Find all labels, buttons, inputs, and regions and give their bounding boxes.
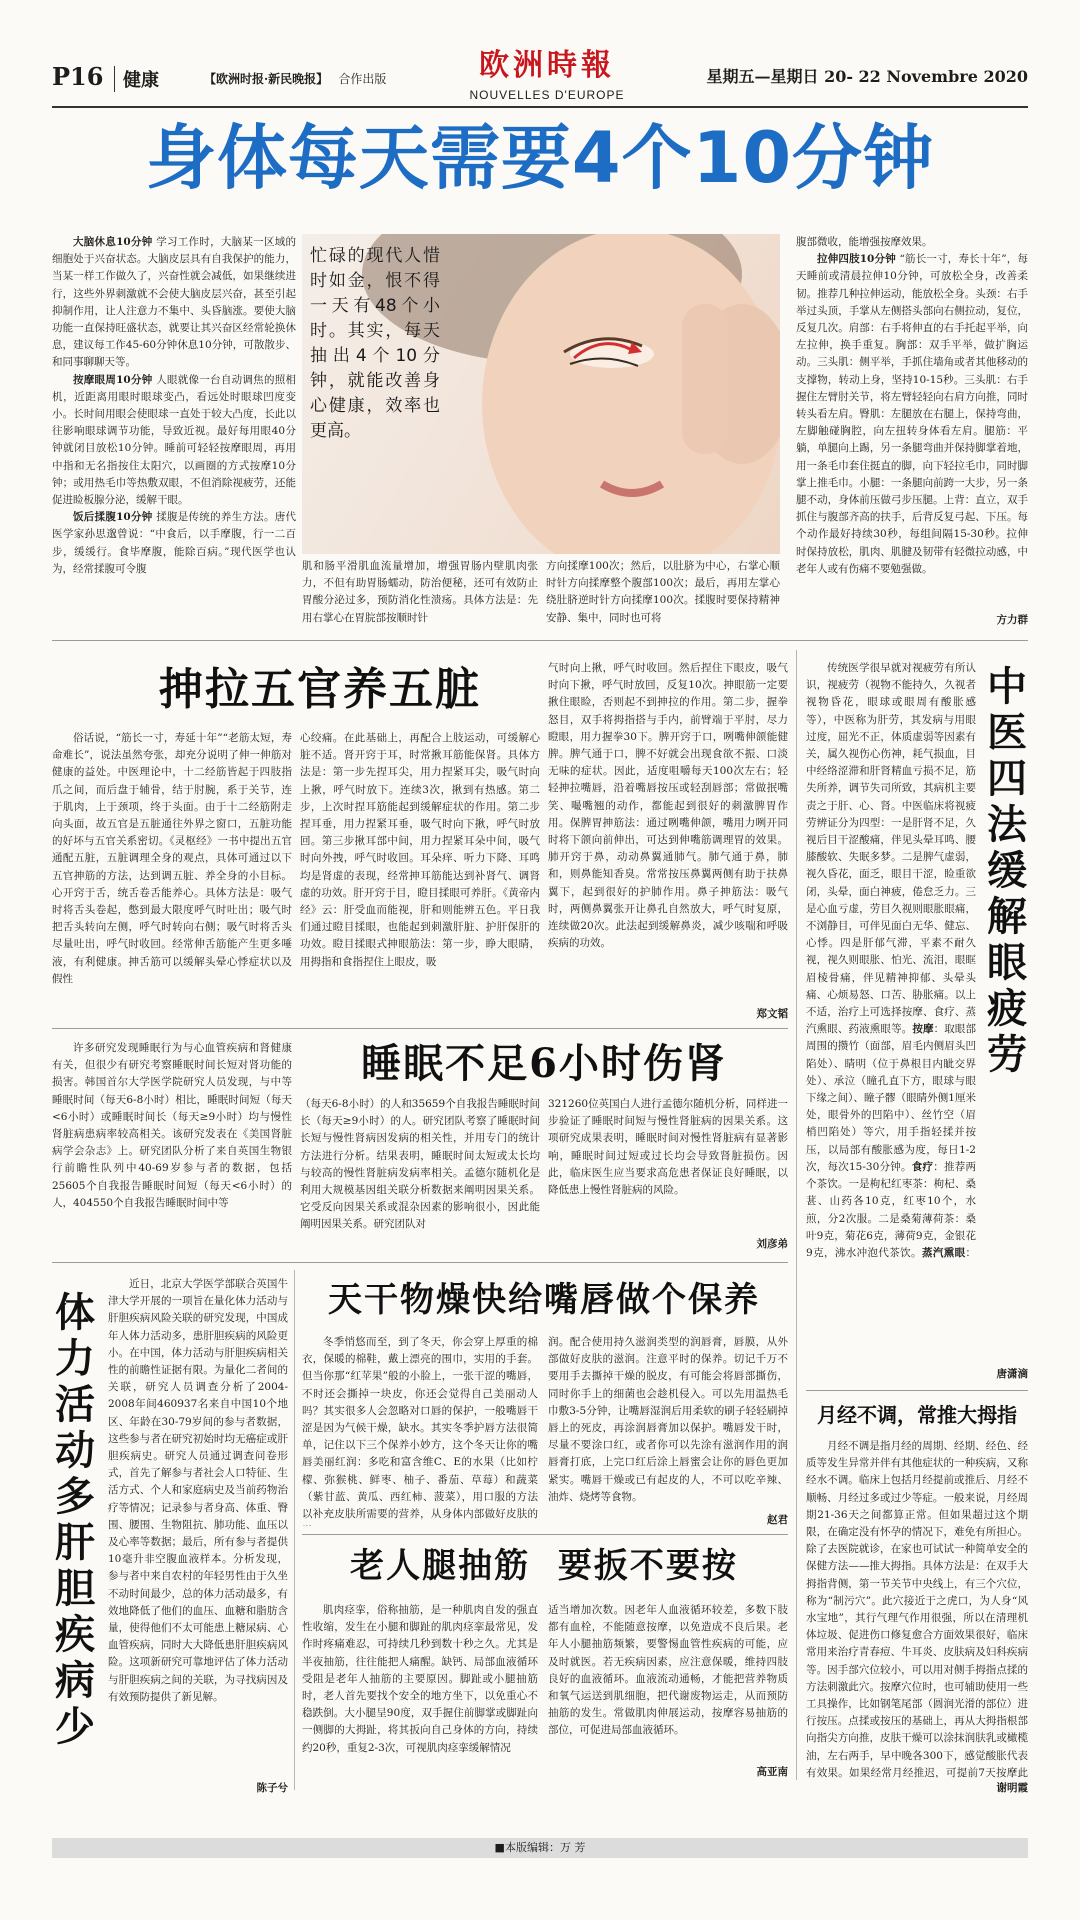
article7-author: 高亚南: [756, 1766, 788, 1778]
article1-text-belly: 揉腹是传统的养生方法。唐代医学家孙思邈曾说：“中食后，以手摩腹，行一二百步，缓缓行。食毕摩腹，能除百病。”现代医学也认为，经常揉腹可令腹: [52, 511, 296, 575]
article4-column-1: [52, 1040, 292, 1252]
article7-col2-text: 适当增加次数。因老年人血液循环较差，多数下肢都有血栓，不能随意按摩，以免造成不良后果。老年人小腿抽筋频繁，要警惕血管性疾病的可能，应及时就医。若无疾病因素，应注意保暖，维持四肢良好的血液循环。血液流动通畅，才能把营养物质和氧气运送到肌细胞，把代谢废物运走，从而预防抽筋的发生。常做肌肉伸展运动，按摩容易抽筋的部位，可促进局部血液循环。: [548, 1604, 788, 1737]
article2-col3-text: 气时向上揪，呼气时收回。然后捏住下眼皮，吸气时向下揪，呼气时放回，反复10次。抻眼筋一定要揪住眼睑，否则起不到抻拉的作用。第二步，握拳怒目，双手将拇指搭与手内，前臂端于平肘，尽力瞪眼，用力握拳30下。脾开窍于口，咧嘴伸颌能健脾。脾气通于口，脾不好就会出现食欲不振、口淡无味的症状。因此，适度咀嚼每天100次左右；轻轻抻拉嘴唇，沿着嘴唇按压或轻刮唇部；常做抿嘴笑、嘬嘴翘的动作，都能起到很好的刺激脾胃作用。保脾胃抻筋法：通过咧嘴伸颌，嘴用力咧开同时将下颌向前伸出，可达到伸嘴筋调理胃的效果。肺开窍于鼻，动动鼻翼通肺气。肺气通于鼻，肺和，则鼻能知香臭。常常按压鼻翼两侧有助于扶鼻翼下，起到很好的护肺作用。鼻子抻筋法：吸气时，两侧鼻翼张开让鼻孔自然放大，呼气时复原，连续做20次。此法起到缓解鼻炎，减少咳喘和呼吸疾病的功效。: [548, 662, 788, 950]
article2-col2-text: 心绞痛。在此基础上，再配合上肢运动，可缓解心脏不适。肾开窍于耳，时常揪耳筋能保肾。具体方法是：第一步先捏耳尖，用力捏紧耳尖，吸气时向上揪，呼气时放下。连续3次，揪到有热感。第二步，上次时捏耳筋能起到缓解症状的作用。第二步捏耳垂，用力捏紧耳垂，吸气时向下揪，呼气时放回。第三步揪耳部中间，用力捏紧耳朵中间，吸气时向外拽，呼气时收回。耳朵痒、听力下降、耳鸣均是肾虚的表现，经常抻耳筋能达到补肾气、调肾虚的功效。肝开窍于目，瞪目揉眼可养肝。《黄帝内经》云：肝受血而能视，肝和则能辨五色。平日我们通过瞪目揉眼，也能起到刺激肝脏、护肝保肝的功效。瞪目揉眼式抻眼筋法：第一步，睁大眼睛，用拇指和食指捏住上眼皮，吸: [300, 732, 540, 968]
article1-sub-brain: 大脑休息10分钟: [73, 236, 153, 248]
partner-suffix: 合作出版: [338, 72, 387, 86]
divider-1: [52, 640, 1028, 641]
divider-right-column: [796, 650, 797, 1780]
divider-2: [52, 1028, 788, 1029]
article7-column-1: [302, 1602, 538, 1778]
article2-author: 郑文韬: [756, 1008, 788, 1020]
section-name: 健康: [114, 66, 159, 92]
article1-column-1: [52, 234, 296, 624]
article1-column-3: [546, 558, 780, 626]
article6-column-1: [302, 1334, 538, 1526]
article3-body: [806, 660, 976, 1260]
article8-headline: 月经不调，常推大拇指: [817, 1403, 1017, 1427]
article7-column-2: [548, 1602, 788, 1762]
article6-column-2: [548, 1334, 788, 1510]
article4-col3-text: 321260位英国白人进行孟德尔随机分析，同样进一步验证了睡眠时间短与慢性肾脏病的因果关系。这项研究成果表明，睡眠时间对慢性肾脏病有显著影响，睡眠时间过短或过长均会导致肾脏损伤。因此，临床医生应当要求高危患者保证良好睡眠，以降低患上慢性肾脏病的风险。: [548, 1098, 788, 1197]
article4-author: 刘彦弟: [756, 1238, 788, 1250]
article2-column-2: [300, 730, 540, 1020]
article1-text-eyes: 人眼就像一台自动调焦的照相机，近距离用眼时眼球变凸，看远处时眼球凹度变小。长时间用眼会使眼球一直处于较大凸度，长此以往影响眼球调节功能，导致近视。最好每用眼40分钟就闭目放松10分钟。睡前可轻轻按摩眼周，再用中指和无名指按住太阳穴，以画圈的方式按摩10分钟；或用热毛巾等热敷双眼，不但消除视疲劳，还能促进睑板腺分泌，缓解干眼。: [52, 373, 296, 507]
divider-3: [52, 1262, 788, 1263]
article4-col2-text: （每天6-8小时）的人和35659个自我报告睡眠时间长（每天≥9小时）的人。研究团队考察了睡眠时间长短与慢性肾病因发病的相关性，并用专门的统计方法进行分析。结果表明，睡眠时间太短或太长均与较高的慢性肾脏病发病率相关。孟德尔随机化是利用大规模基因组关联分析数据来阐明因果关系。它受反向因果关系或混杂因素的影响很小，因此能阐明因果关系。研究团队对: [300, 1098, 540, 1231]
article6-headline: 天干物燥快给嘴唇做个保养: [328, 1280, 760, 1320]
article5-author: 陈子兮: [256, 1782, 288, 1794]
divider-left-column: [294, 1270, 295, 1790]
article1-col3-text: 方向揉摩100次；然后，以肚脐为中心，右掌心顺时针方向揉摩整个腹部100次；最后，再用左掌心绕肚脐逆时针方向揉摩100次。揉腹时要保持精神安静、集中，同时也可将: [546, 560, 780, 624]
article4-headline: 睡眠不足6小时伤肾: [361, 1040, 727, 1087]
article1-column-2: [302, 558, 538, 626]
issue-date: 星期五—星期日 20- 22 Novembre 2020: [706, 67, 1028, 86]
article2-headline: 抻拉五官养五脏: [159, 664, 481, 715]
partner-names: 【欧洲时报·新民晚报】: [204, 72, 329, 86]
article1-sub-stretch: 拉伸四肢10分钟: [817, 253, 896, 266]
article6-col2-text: 润。配合使用持久滋润类型的润唇膏，唇膜，从外部做好皮肤的滋润。注意平时的保养。切记千万不要用手去撕掉干燥的脱皮，有可能会将唇部撕伤，同时你手上的细菌也会趁机侵入。可以先用温热毛巾敷3-5分钟，让嘴唇湿润后用柔软的刷子轻轻刷掉唇上的死皮，再涂润唇膏加以保护。嘴唇发干时，尽量不要涂口红，或者你可以先涂有滋润作用的润唇膏打底，上完口红后涂上唇蜜会让你的唇色更加紧实。嘴唇干燥或已有起皮的人，不可以吃辛辣、油炸、烧烤等食物。: [548, 1336, 788, 1503]
article6-author: 赵君: [767, 1514, 788, 1526]
article1-col4-intro: 腹部微收，能增强按摩效果。: [796, 236, 933, 248]
article6-col1-text: 冬季悄悠而至，到了冬天，你会穿上厚重的棉衣，保暖的棉鞋，戴上漂亮的围巾，实用的手套。但当你那“红苹果”般的小脸上，一张干涩的嘴唇，不时还会撕掉一块皮，你还会觉得自己美丽动人吗？其实很多人会忽略对口唇的保护，一般嘴唇干涩是因为气候干燥，缺水。其实冬季护唇方法很简单，记住以下三个保养小妙方，这个冬天让你的嘴唇美丽红润：多吃和富含维C、E的水果（比如柠檬、弥猴桃、鲜枣、柚子、番茄、草莓）和蔬菜（紫甘蓝、黄瓜、西红柿、菠菜），用口服的方法以补充皮肤所需要的营养，从身体内部做好皮肤的: [302, 1336, 538, 1521]
article8-author: 谢明霞: [996, 1782, 1028, 1794]
logo-french: NOUVELLES D'EUROPE: [469, 88, 625, 102]
article1-col2-text: 肌和肠平滑肌血流量增加，增强胃肠内壁肌肉张力，不但有助胃肠蠕动，防治便秘，还可有效防止胃酸分泌过多，预防消化性溃疡。具体方法是：先用右掌心在胃脘部按顺时针: [302, 560, 538, 624]
newspaper-logo: [462, 48, 632, 102]
article3-text: 传统医学很早就对视疲劳有所认识，视疲劳（视物不能持久，久视者视物昏花，眼球或眼周有酸胀感等），中医称为肝劳，其发病与用眼过度，屈光不正，体质虚弱等因素有关，属久视伤心伤神，耗气损血，目中经络涩滞和肝肾精血亏损不足，筋失所养，调节失司所致，其病机主要责之于肝、心、肾。中医临床将视疲劳辨证分为四型：一是肝肾不足，久视后目干涩酸痛，伴见头晕耳鸣、腰膝酸软、失眠多梦。二是脾气虚弱，视久昏花，面乏，眼目干涩，睑重欲闭，头晕，面白神疲，倦怠乏力。三是心血亏虚，劳目久视则眼胀眼痛，不浏静目，可伴见面白无华、健忘、心悸。四是肝郁气滞，平素不耐久视，视久则眼胀、怕光、流泪，眼眶眉棱骨痛，伴见精神抑郁、头晕头痛、心烦易怒、口苦、胁胀痛。以上不适，治疗上可选择按摩、食疗、蒸汽熏眼、药液熏眼等。按摩：取眼部周围的攒竹（面部，眉毛内侧眉头凹陷处）、睛明（位于鼻根目内眦交界处）、承泣（瞳孔直下方，眼球与眼下缘之间）、瞳子髎（眼睛外侧1厘米处，眼骨外的凹陷中）、丝竹空（眉梢凹陷处）等穴，用手指轻揉并按压，以局部有酸胀感为度，每日1-2次，每次15-30分钟。食疗：推荐两个茶饮。一是枸杞红枣茶：枸杞、桑葚、山药各10克，红枣10个，水煎，分2次服。二是桑菊薄荷茶：桑叶9克，菊花6克，薄荷9克，金银花9克，沸水冲泡代茶饮。蒸汽熏眼：: [806, 662, 976, 1259]
article2-column-1: [52, 730, 292, 1020]
partner-label: [204, 70, 386, 87]
article2-col1-text: 俗话说，“筋长一寸，寿延十年”“老筋太短，寿命难长”，说法虽然夸张，却充分说明了伸一伸筋对健康的益处。中医理论中，十二经筋皆起于四肢指爪之间，而后盘于辅骨，结于肘腕，系于关节，连于肌肉，上于颈项，终于头面。由于十二经筋附走向头面，故五官是五脏通往外界之窗口，五脏功能的好坏与五官关系密切。《灵枢经》一书中提出五官通配五脏，五脏调理全身的观点，具体可通过以下五官抻筋的方法，达到调五脏、养全身的小目标。心开窍于舌，统舌卷舌能养心。具体方法是：吸气时将舌头卷起，憋到最大限度呼气时吐出；吸气时把舌头转向左侧，呼气时转向右侧；吸气时将舌头尽量吐出，呼气时收回。经常伸舌筋能产生更多唾液，有利健康。抻舌筋可以缓解头晕心悸症状以及假性: [52, 732, 292, 985]
main-headline: 身体每天需要4个10分钟: [145, 117, 935, 199]
article1-text-stretch: “筋长一寸，寿长十年”，每天睡前或清晨拉伸10分钟，可放松全身，改善柔韧。推荐几种拉伸运动，能放松全身。头颈：右手举过头顶，手掌从左侧搭头部向右侧拉动，复位，反复几次。肩部：右手将伸直的右手托起平举，向左拉伸，换手重复。胸部：双手平举，做扩胸运动。三头肌：侧平举，手抓住墙角或者其他移动的支撑物，转动上身，坚持10-15秒。三头肌：右手握住左臂肘关节，将左臂轻轻向右肩方向推，同时转头看左肩。臀肌：左腿放在右腿上，保持弯曲，左脚触碰胸腔，向左扭转身体看左肩。腿筋：平躺，单腿向上踢，另一条腿弯曲并保持脚掌着地，用一条毛巾套住挺直的脚，向下轻拉毛巾，同时脚掌上推毛巾。小腿：一条腿向前跨一大步，另一条腿不动，身体前压做弓步压腿。上背：直立，双手抓住与腹部齐高的扶手，后背反复弓起、下压。每个动作最好持续30秒，每组间隔15-30秒。拉伸时保持放松，肌肉、肌腱及韧带有轻微拉动感，中老年人或有伤痛不要勉强做。: [796, 253, 1028, 575]
article1-photo: [302, 234, 780, 554]
article5-headline-text: 体力活动多肝胆疾病少: [55, 1289, 95, 1750]
article4-col1-text: 许多研究发现睡眠行为与心血管疾病和肾健康有关，但很少有研究考察睡眠时间长短对肾功能的损害。韩国首尔大学医学院研究人员发现，与中等睡眠时间（每天6-8小时）相比，睡眠时间短（每天<6小时）或睡眠时间长（每天≥9小时）均与慢性肾脏病患病率较高相关。该研究发表在《美国肾脏病学会杂志》上。研究团队分析了来自英国生物银行前瞻性队列中40-69岁参与者的数据，包括25605个自我报告睡眠时间短（每天<6小时）的人，404550个自我报告睡眠时间中等: [52, 1042, 292, 1209]
article4-column-2: [300, 1096, 540, 1252]
masthead-rule: [52, 106, 1028, 108]
article7-headline: 老人腿抽筋 要扳不要按: [350, 1546, 738, 1586]
article5-body: [108, 1276, 288, 1776]
article1-sub-eyes: 按摩眼周10分钟: [73, 373, 153, 386]
footer-bar: [52, 1838, 1028, 1858]
article8-body: [806, 1438, 1028, 1778]
article3-headline: [984, 664, 1030, 1078]
article1-pull-quote: 忙碌的现代人惜时如金，恨不得一天有48个小时。其实，每天抽出4个10分钟，就能改善身心健康，效率也更高。: [310, 246, 440, 441]
article3-author: 唐潇滴: [996, 1368, 1028, 1380]
article8-text: 月经不调是指月经的周期、经期、经色、经质等发生异常并伴有其他症状的一种疾病，又称经水不调。临床上包括月经提前或推后、月经不顺畅、月经过多或过少等症。一般来说，月经周期21-36天之间都算正常。但如果超过这个期限，在确定没有怀孕的情况下，难免有所担心。除了去医院就诊，在家也可试试一种简单安全的保健方法——推大拇指。具体方法是：在双手大拇指背侧，第一节关节中央线上，有三个穴位，称为“制污穴”。此穴接近于之虎口，为人身“风水宝地”，其行气理气作用很强，所以在清理机体垃圾、促进伤口修复愈合方面效果很好，临床常用来治疗青春痘、牛耳炎、皮肤病及妇科疾病等。因手部穴位较小，可以用对侧手拇指点揉的方法刺激此穴。按摩穴位时，也可辅助使用一些工具操作，比如钢笔尾部（圆润光滑的部位）进行按压。点揉或按压的基础上，再从大拇指根部向指尖方向推，皮肤干燥可以涂抹润肤乳或橄榄油，左右两手，早中晚各300下，感觉酸胀代表有效果。如果经常月经推迟，可提前7天按摩此: [806, 1440, 1028, 1778]
divider-5: [806, 1390, 1028, 1391]
article5-text: 近日，北京大学医学部联合英国牛津大学开展的一项旨在量化体力活动与肝胆疾病风险关联的研究发现，中国成年人体力活动多，患肝胆疾病的风险更小。在中国，体力活动与肝胆疾病相关性的前瞻性证据有限。为量化二者间的关联，研究人员调查分析了2004-2008年间460937名来自中国10个地区、年龄在30-79岁间的参与者数据，这些参与者在研究初始时均无癌症或肝胆疾病史。研究人员通过调查问卷形式，首先了解参与者社会人口特征、生活方式、个人和家庭病史及当前药物治疗等情况；记录参与者身高、体重、臀围、腰围、生物阻抗、肺功能、血压以及心率等数据；最后，所有参与者提供10毫升非空腹血液样本。分析发现，参与者中来自农村的年轻男性由于久坐不动时间最少，总的体力活动最多，有效地降低了他们的血压、血糖和脂肪含量，使得他们不太可能患上糖尿病、心血管疾病，同时大大降低患肝胆疾病风险。这项新研究可靠地评估了体力活动与肝胆疾病之间的关联，为寻找病因及有效预防提供了新见解。: [108, 1278, 288, 1703]
page-number: P16: [52, 62, 104, 91]
article1-text-brain: 学习工作时，大脑某一区域的细胞处于兴奋状态。大脑皮层具有自我保护的能力，当某一样工作做久了，兴奋性就会减低，如果继续进行，这些外界刺激就不会使大脑皮层兴奋，甚至引起抑制作用，让人注意力不集中、头昏脑涨。要使大脑功能一直保持旺盛状态，就要让其兴奋区经常轮换休息，建议每工作45-60分钟休息10分钟，可散散步、和同事聊聊天等。: [52, 236, 296, 369]
logo-chinese: 欧洲時報: [479, 48, 615, 83]
footer-editor: ■本版编辑：万 芳: [494, 1841, 586, 1854]
article1-author: 方力群: [996, 614, 1028, 626]
article5-headline: [52, 1290, 98, 1750]
article1-sub-belly: 饭后揉腹10分钟: [73, 511, 153, 524]
article2-column-3: [548, 660, 788, 1006]
article7-col1-text: 肌肉痉挛，俗称抽筋，是一种肌肉自发的强直性收缩，发生在小腿和脚趾的肌肉痉挛最常见，发作时疼痛难忍，可持续几秒到数十秒之久。尤其是半夜抽筋，往往能把人痛醒。缺钙、局部血液循环受阻是老年人抽筋的主要原因。脚趾或小腿抽筋时，老人首先要找个安全的地方坐下，以免重心不稳跌倒。大小腿呈90度，双手握住前脚掌或脚趾向一侧脚的大拇趾，将其扳向自己身体的方向，持续约20秒，重复2-3次，可视肌肉痉挛缓解情况: [302, 1604, 538, 1754]
article1-column-4: [796, 234, 1028, 610]
masthead: [52, 48, 1028, 108]
divider-4: [302, 1534, 788, 1535]
article3-headline-text: 中医四法缓解眼疲劳: [987, 663, 1027, 1078]
article4-column-3: [548, 1096, 788, 1236]
